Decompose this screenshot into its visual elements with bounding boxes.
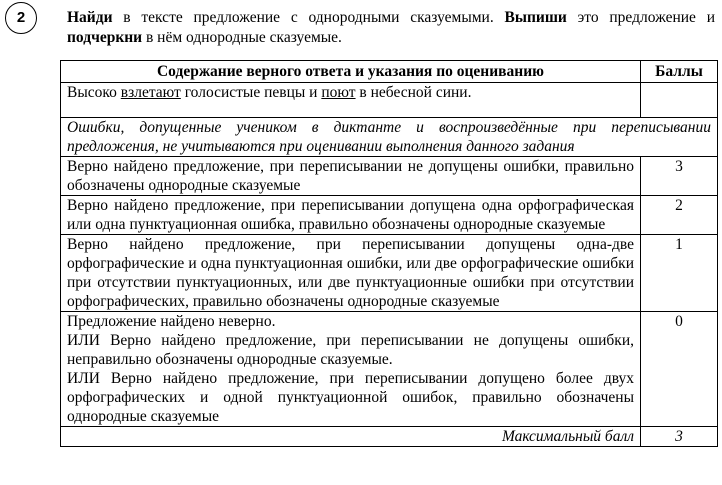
criterion-row: [61, 157, 718, 196]
criterion-points: 1: [641, 235, 718, 312]
criterion-text: Верно найдено предложение, при переписывании допущена одна орфографическая или одна пунктуационная ошибка, правильно обозначены однородные сказуемые: [61, 196, 641, 235]
answer-row: [61, 83, 718, 118]
task-write-word: Выпиши: [504, 9, 567, 26]
task-instruction: [67, 8, 715, 48]
zero-line-3: ИЛИ Верно найдено предложение, при переписывании допущено более двух орфографических и одной пунктуационной ошибок, правильно обозначены однородные сказуемые: [67, 370, 634, 425]
header-content: Содержание верного ответа и указания по оцениванию: [61, 61, 641, 83]
header-points: Баллы: [641, 61, 718, 83]
note-row: [61, 118, 718, 157]
zero-line-2: ИЛИ Верно найдено предложение, при переписывании не допущены ошибки, неправильно обозначены однородные сказуемые.: [67, 332, 634, 368]
answer-part-1: Высоко: [67, 84, 121, 101]
max-score-value: 3: [641, 427, 718, 447]
criterion-text: Верно найдено предложение, при переписывании допущены одна-две орфографические и одна пунктуационная ошибки, или две орфографические ошибки при отсутствии пунктуационных, или две пунктуационные ошибки при отсутствии орфографических, правильно обозначены однородные сказуемые: [61, 235, 641, 312]
max-score-label: Максимальный балл: [61, 427, 641, 447]
answer-part-2: голосистые певцы и: [180, 84, 322, 101]
question-number-badge: 2: [5, 2, 37, 34]
task-text-2: это предложение и: [566, 9, 715, 26]
criterion-points: 3: [641, 157, 718, 196]
predicate-2: поют: [321, 84, 356, 101]
criterion-text: Верно найдено предложение, при переписывании не допущены ошибки, правильно обозначены однородные сказуемые: [61, 157, 641, 196]
zero-line-1: Предложение найдено неверно.: [67, 313, 276, 330]
criterion-zero-text: [61, 312, 641, 427]
criterion-row: [61, 235, 718, 312]
grading-table: [60, 60, 718, 447]
answer-points-cell: [641, 83, 718, 118]
task-find-word: Найди: [67, 9, 113, 26]
task-underline-word: подчеркни: [67, 29, 143, 46]
answer-part-3: в небесной сини.: [355, 84, 472, 101]
task-text-3: в нём однородные сказуемые.: [142, 29, 342, 46]
note-text: Ошибки, допущенные учеником в диктанте и воспроизведённые при переписывании предложения, не учитываются при оценивании выполнения данного задания: [61, 118, 718, 157]
task-text-1: в тексте предложение с однородными сказуемыми.: [112, 9, 505, 26]
max-score-row: [61, 427, 718, 447]
criterion-zero-points: 0: [641, 312, 718, 427]
criterion-row: [61, 196, 718, 235]
criterion-points: 2: [641, 196, 718, 235]
answer-sentence: [61, 83, 641, 118]
table-header-row: [61, 61, 718, 83]
predicate-1: взлетают: [120, 84, 181, 101]
criterion-row-zero: [61, 312, 718, 427]
